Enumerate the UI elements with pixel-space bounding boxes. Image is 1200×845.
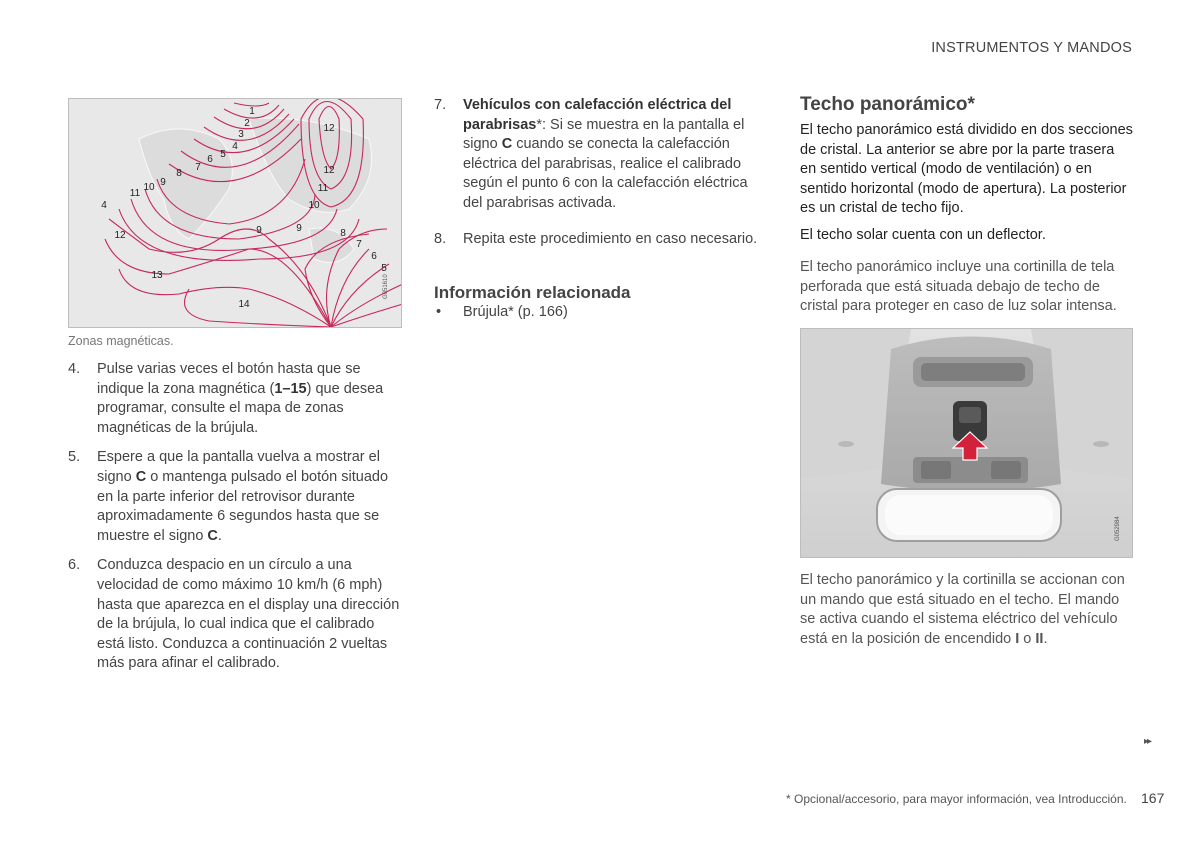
zone-label: 12: [323, 123, 335, 134]
zone-label: 6: [207, 154, 213, 165]
section-header: INSTRUMENTOS Y MANDOS: [931, 40, 1132, 56]
bullet-icon: •: [436, 304, 442, 320]
footnote: * Opcional/accesorio, para mayor información, vea Introducción.: [786, 792, 1127, 806]
zone-label: 13: [151, 270, 163, 281]
section-title: Techo panorámico*: [800, 94, 975, 115]
magnetic-zones-map-svg: [69, 99, 402, 328]
list-item: 5. Espere a que la pantalla vuelva a mostrar el signo C o mantenga pulsado el botón situado en la parte inferior del retrovisor durante aproximadamente 6 segundos hasta que se muestre el signo C.: [68, 449, 389, 544]
zone-label: 4: [232, 141, 238, 152]
zone-label: 7: [356, 239, 362, 250]
zone-label: 12: [323, 165, 335, 176]
roof-paragraph-1: El techo panorámico está dividido en dos secciones de cristal. La anterior se abre por la parte trasera en sentido vertical (modo de ventilación) o en sentido horizontal (modo de apertura). La posterior es un cristal de techo fijo.: [800, 122, 1133, 217]
figure-code: G051610: [383, 274, 389, 299]
zone-label: 7: [195, 162, 201, 173]
map-caption: Zonas magnéticas.: [68, 334, 174, 348]
zone-label: 10: [143, 182, 155, 193]
zone-label: 6: [371, 251, 377, 262]
zone-label: 14: [238, 299, 250, 310]
zone-label: 10: [308, 200, 320, 211]
steps-list-mid: [434, 96, 764, 259]
next-page-icon: ▸▸: [1143, 736, 1150, 747]
zone-label: 5: [381, 263, 387, 274]
zone-label: 9: [296, 223, 302, 234]
zone-label: 1: [249, 106, 255, 117]
steps-list-left: [68, 360, 402, 684]
zone-label: 11: [317, 183, 329, 194]
list-item: 8. Repita este procedimiento en caso necesario.: [434, 230, 758, 247]
zone-label: 9: [160, 177, 166, 188]
zone-label: 12: [114, 230, 126, 241]
related-link-compass[interactable]: • Brújula* (p. 166): [436, 304, 568, 320]
zone-label: 5: [220, 149, 226, 160]
list-item: 6. Conduzca despacio en un círculo a una velocidad de como máximo 10 km/h (6 mph) hasta que aparezca en el display una dirección de la brújula, lo cual indica que el calibrado está listo. Conduzca a continuación 2 vueltas más para afinar el calibrado.: [68, 557, 400, 672]
roof-control-photo-svg: [801, 329, 1133, 558]
zone-label: 8: [340, 228, 346, 239]
zone-label: 3: [238, 129, 244, 140]
zone-label: 4: [101, 200, 107, 211]
magnetic-zones-map: [68, 98, 402, 328]
zone-label: 2: [244, 118, 250, 129]
zone-label: 9: [256, 225, 262, 236]
roof-paragraph-3: El techo panorámico incluye una cortinilla de tela perforada que está situada debajo de techo de cristal para proteger en caso de luz solar intensa.: [800, 259, 1117, 315]
roof-paragraph-2: El techo solar cuenta con un deflector.: [800, 227, 1046, 243]
page-number: 167: [1141, 790, 1165, 806]
related-info-heading: Información relacionada: [434, 283, 631, 302]
zone-label: 11: [129, 188, 141, 199]
list-item: 4. Pulse varias veces el botón hasta que se indique la zona magnética (1–15) que desea programar, consulte el mapa de zonas magnéticas de la brújula.: [68, 361, 384, 436]
list-item: 7. Vehículos con calefacción eléctrica del parabrisas*: Si se muestra en la pantalla el signo C cuando se conecta la calefacción eléctrica del parabrisas, realice el calibrado según el punto 6 con la calefacción eléctrica del parabrisas activada.: [434, 97, 748, 211]
figure-code: G052984: [1115, 516, 1121, 541]
zone-label: 8: [176, 168, 182, 179]
roof-paragraph-4: El techo panorámico y la cortinilla se accionan con un mando que está situado en el techo. El mando se activa cuando el sistema eléctrico del vehículo está en la posición de encendido I o II.: [800, 572, 1125, 647]
roof-control-photo: [800, 328, 1133, 558]
